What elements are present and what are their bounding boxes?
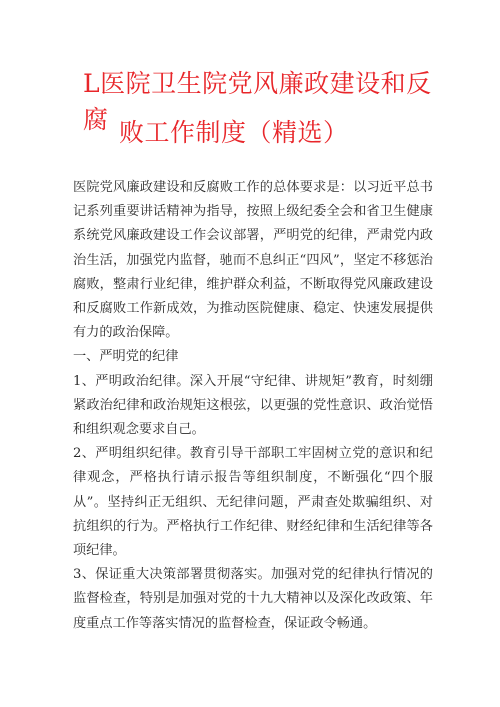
document-title-line-1: L医院卫生院党风廉政建设和反腐 <box>83 69 432 134</box>
document-body <box>73 176 433 636</box>
intro-paragraph: 医院党风廉政建设和反腐败工作的总体要求是：以习近平总书记系列重要讲话精神为指导，按照上级纪委全会和省卫生健康系统党风廉政建设工作会议部署，严明党的纪律，严肃党内政治生活，加强党内监督，驰而不息纠正“四风”，坚定不移惩治腐败，整肃行业纪律，维护群众利益，不断取得党风廉政建设和反腐败工作新成效，为推动医院健康、稳定、快速发展提供有力的政治保障。 <box>73 180 433 341</box>
section-heading: 一、严明党的纪律 <box>73 349 179 365</box>
document-title-line-2: 败工作制度（精选） <box>119 118 349 147</box>
list-item: 3、保证重大决策部署贯彻落实。加强对党的纪律执行情况的监督检查，特别是加强对党的十九大精神以及深化改政策、年度重点工作等落实情况的监督检查，保证政令畅通。 <box>73 567 433 631</box>
list-item: 2、严明组织纪律。教育引导干部职工牢固树立党的意识和纪律观念，严格执行请示报告等组织制度，不断强化“四个服从”。坚持纠正无组织、无纪律问题，严肃查处欺骗组织、对抗组织的行为。严格执行工作纪律、财经纪律和生活纪律等各项纪律。 <box>73 446 433 559</box>
list-item: 1、严明政治纪律。深入开展“守纪律、讲规矩”教育，时刻绷紧政治纪律和政治规矩这根弦，以更强的党性意识、政治觉悟和组织观念要求自己。 <box>73 373 433 438</box>
